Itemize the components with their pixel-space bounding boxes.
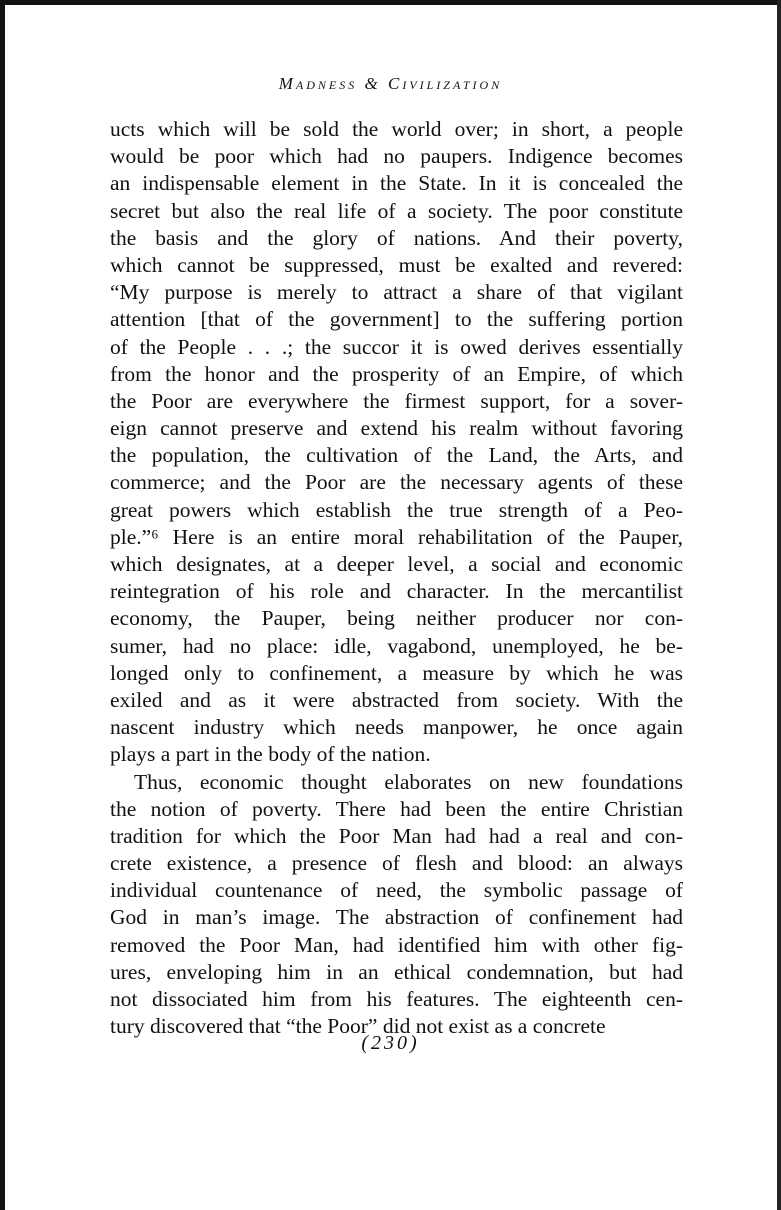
text-line: individual countenance of need, the symbolic passage of — [110, 878, 683, 903]
text-line: exiled and as it were abstracted from society. With the — [110, 687, 683, 712]
scan-border-right — [777, 0, 781, 1210]
text-line: not dissociated him from his features. The eighteenth cen- — [110, 987, 683, 1011]
running-head: Madness & Civilization — [278, 74, 503, 93]
text-line: secret but also the real life of a society. The poor constitute — [110, 198, 683, 223]
text-line: which designates, at a deeper level, a social and economic — [110, 552, 683, 576]
text-line: God in man’s image. The abstraction of confinement had — [110, 905, 683, 930]
text-line: Thus, economic thought elaborates on new foundations — [134, 769, 683, 794]
text-line: longed only to confinement, a measure by which he was — [110, 660, 683, 685]
text-line: of the People . . .; the succor it is owed derives essentially — [110, 334, 683, 359]
text-line: crete existence, a presence of flesh and blood: an always — [110, 851, 683, 876]
text-line: the notion of poverty. There had been the entire Christian — [110, 796, 683, 821]
text-line: attention [that of the government] to the suffering portion — [110, 307, 683, 332]
text-line: tury discovered that “the Poor” did not exist as a concrete — [110, 1014, 606, 1039]
text-line: would be poor which had no paupers. Indigence becomes — [110, 144, 683, 169]
text-line: the Poor are everywhere the firmest support, for a sover- — [110, 388, 683, 413]
text-line: nascent industry which needs manpower, he once again — [110, 715, 683, 740]
text-line: from the honor and the prosperity of an Empire, of which — [110, 361, 683, 386]
scan-border-top — [0, 0, 781, 5]
text-line: which cannot be suppressed, must be exalted and revered: — [110, 252, 683, 277]
text-line: plays a part in the body of the nation. — [110, 742, 431, 767]
scan-border-left — [0, 0, 5, 1210]
text-line: great powers which establish the true strength of a Peo- — [110, 497, 683, 522]
page-number: (230) — [361, 1032, 420, 1054]
body-text — [110, 116, 683, 1040]
text-line: “My purpose is merely to attract a share of that vigilant — [110, 280, 683, 305]
text-line: eign cannot preserve and extend his realm without favoring — [110, 416, 683, 441]
text-line: removed the Poor Man, had identified him with other fig- — [110, 932, 683, 957]
text-line: sumer, had no place: idle, vagabond, unemployed, he be- — [110, 633, 683, 658]
text-line: ucts which will be sold the world over; in short, a people — [110, 117, 683, 141]
text-line: ple.”⁶ Here is an entire moral rehabilitation of the Pauper, — [110, 524, 683, 549]
text-line: economy, the Pauper, being neither producer nor con- — [110, 606, 683, 631]
text-line: the basis and the glory of nations. And their poverty, — [110, 225, 683, 250]
text-line: reintegration of his role and character. In the mercantilist — [110, 579, 683, 604]
text-line: commerce; and the Poor are the necessary agents of these — [110, 470, 683, 495]
text-line: ures, enveloping him in an ethical condemnation, but had — [110, 959, 683, 984]
text-line: an indispensable element in the State. In it is concealed the — [110, 171, 683, 196]
text-line: the population, the cultivation of the Land, the Arts, and — [110, 443, 683, 468]
text-line: tradition for which the Poor Man had had a real and con- — [110, 823, 683, 848]
